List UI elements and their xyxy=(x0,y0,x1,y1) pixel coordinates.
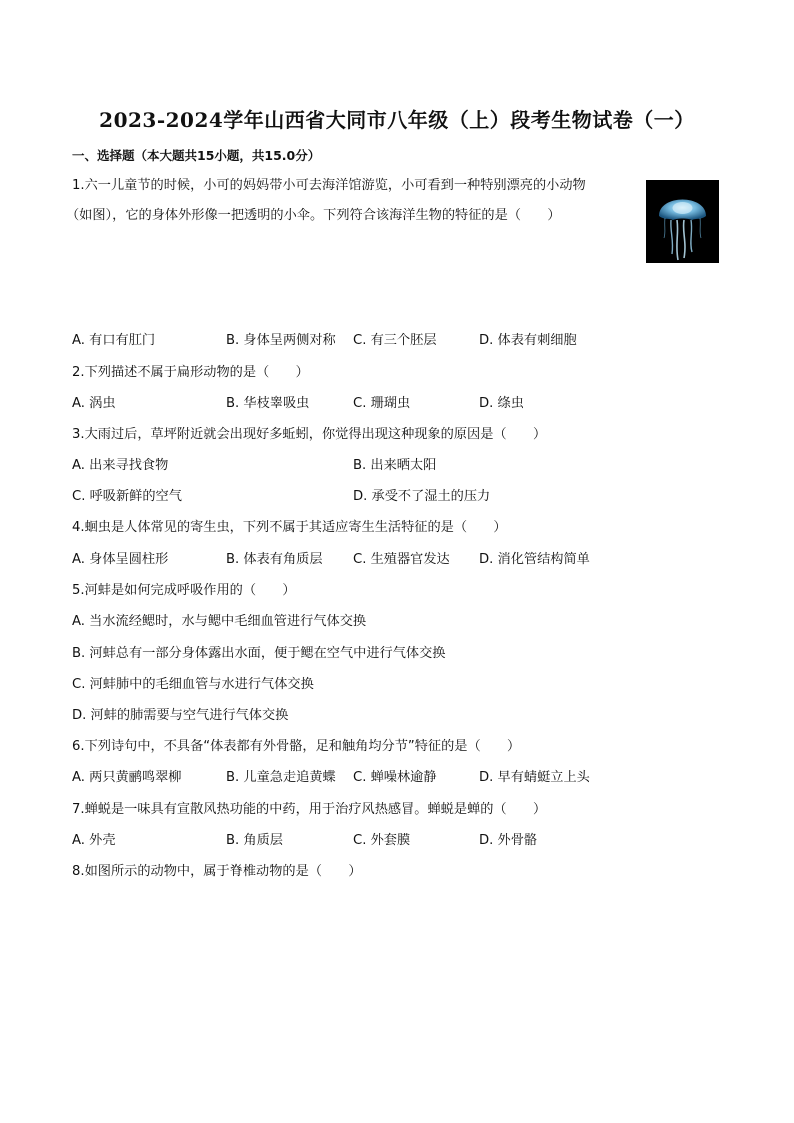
question-1-option-d: D. 体表有刺细胞 xyxy=(479,333,577,348)
question-4-option-c: C. 生殖器官发达 xyxy=(353,552,450,567)
question-7-option-d: D. 外骨骼 xyxy=(479,833,538,848)
question-3-option-c: C. 呼吸新鲜的空气 xyxy=(72,489,182,504)
question-1-option-a: A. 有口有肛门 xyxy=(72,333,156,348)
question-3-option-b: B. 出来晒太阳 xyxy=(353,458,437,473)
question-1-option-c: C. 有三个胚层 xyxy=(353,333,437,348)
question-5-stem: 5.河蚌是如何完成呼吸作用的（ ） xyxy=(72,583,296,598)
question-7-option-a: A. 外壳 xyxy=(72,833,116,848)
question-6-option-b: B. 儿童急走追黄蝶 xyxy=(226,770,336,785)
question-5-option-a: A. 当水流经鳃时，水与鳃中毛细血管进行气体交换 xyxy=(72,614,367,629)
question-6-stem: 6.下列诗句中，不具备“体表都有外骨骼，足和触角均分节”特征的是（ ） xyxy=(72,739,521,754)
question-4-option-d: D. 消化管结构简单 xyxy=(479,552,590,567)
question-7-option-b: B. 角质层 xyxy=(226,833,283,848)
question-2-option-c: C. 珊瑚虫 xyxy=(353,396,411,411)
question-1-option-b: B. 身体呈两侧对称 xyxy=(226,333,336,348)
jellyfish-icon xyxy=(646,180,719,263)
question-2-stem: 2.下列描述不属于扁形动物的是（ ） xyxy=(72,365,309,380)
question-3-option-a: A. 出来寻找食物 xyxy=(72,458,169,473)
question-8-stem: 8.如图所示的动物中，属于脊椎动物的是（ ） xyxy=(72,864,362,879)
question-7-option-c: C. 外套膜 xyxy=(353,833,411,848)
question-2-option-a: A. 涡虫 xyxy=(72,396,116,411)
question-6-option-d: D. 早有蜻蜓立上头 xyxy=(479,770,590,785)
question-6-option-a: A. 两只黄鹂鸣翠柳 xyxy=(72,770,182,785)
question-3-option-d: D. 承受不了湿土的压力 xyxy=(353,489,491,504)
jellyfish-image xyxy=(646,180,719,263)
question-6-option-c: C. 蝉噪林逾静 xyxy=(353,770,437,785)
exam-title: 2023-2024学年山西省大同市八年级（上）段考生物试卷（一） xyxy=(99,108,695,132)
question-5-option-d: D. 河蚌的肺需要与空气进行气体交换 xyxy=(72,708,289,723)
question-4-option-b: B. 体表有角质层 xyxy=(226,552,323,567)
question-4-stem: 4.蛔虫是人体常见的寄生虫，下列不属于其适应寄生生活特征的是（ ） xyxy=(72,520,507,535)
question-1-stem-line-1: 1.六一儿童节的时候，小可的妈妈带小可去海洋馆游览，小可看到一种特别漂亮的小动物 xyxy=(72,178,586,193)
question-7-stem: 7.蝉蜕是一味具有宣散风热功能的中药，用于治疗风热感冒。蝉蜕是蝉的（ ） xyxy=(72,802,547,817)
question-4-option-a: A. 身体呈圆柱形 xyxy=(72,552,169,567)
question-2-option-d: D. 绦虫 xyxy=(479,396,524,411)
question-3-stem: 3.大雨过后，草坪附近就会出现好多蚯蚓，你觉得出现这种现象的原因是（ ） xyxy=(72,427,547,442)
question-5-option-c: C. 河蚌肺中的毛细血管与水进行气体交换 xyxy=(72,677,314,692)
question-2-option-b: B. 华枝睾吸虫 xyxy=(226,396,310,411)
section-heading: 一、选择题（本大题共15小题，共15.0分） xyxy=(72,148,321,163)
question-5-option-b: B. 河蚌总有一部分身体露出水面，便于鳃在空气中进行气体交换 xyxy=(72,646,446,661)
question-1-stem-line-2: （如图），它的身体外形像一把透明的小伞。下列符合该海洋生物的特征的是（ ） xyxy=(66,208,561,223)
